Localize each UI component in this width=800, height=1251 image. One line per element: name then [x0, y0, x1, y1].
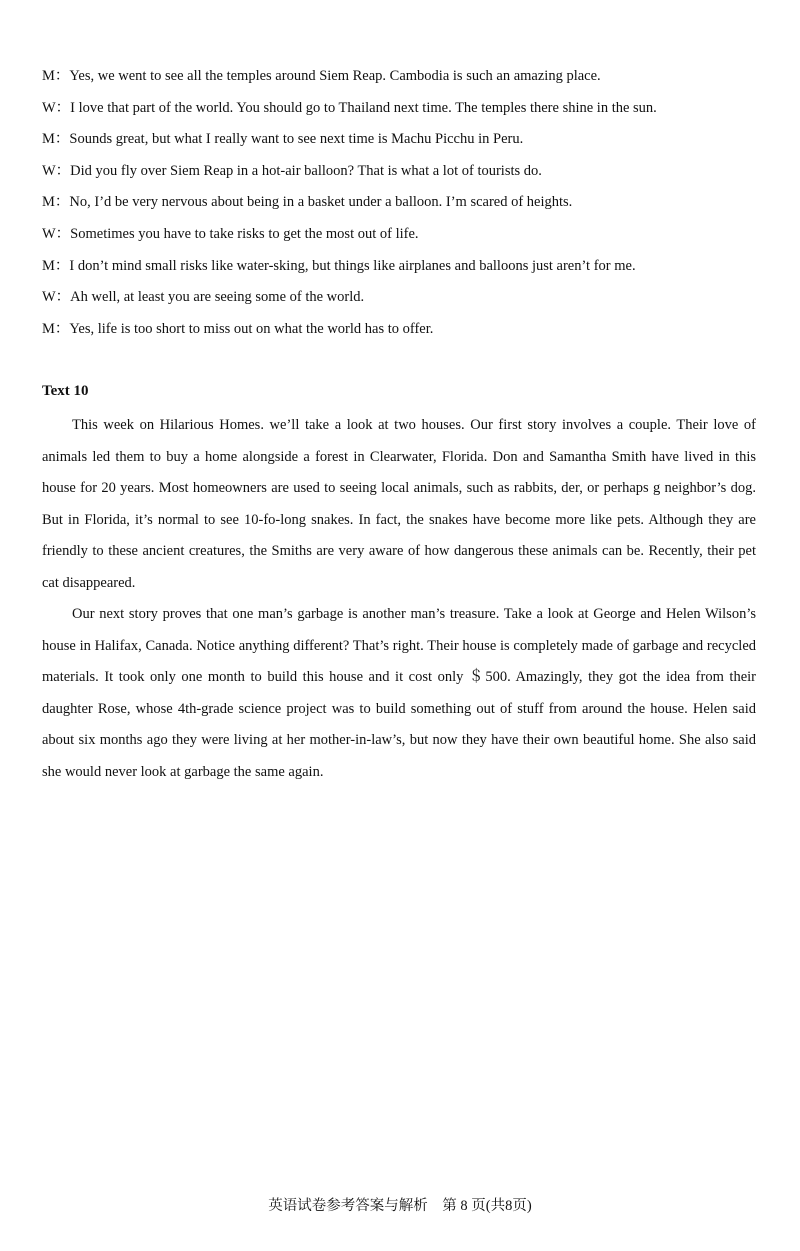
- paragraph: This week on Hilarious Homes. we’ll take a look at two houses. Our first story involves a couple. Their love of animals led them to buy a home alongside a forest in Clearwater, Florida. Don and Samantha Smith have lived in this house for 20 years. Most homeowners are used to seeing local animals, such as rabbits, der, or perhaps g neighbor’s dog. But in Florida, it’s normal to see 10-fo-long snakes. In fact, the snakes have become more like pets. Although they are friendly to these ancient creatures, the Smiths are very aware of how dangerous these animals can be. Recently, their pet cat disappeared.: [42, 417, 756, 591]
- dialogue-line: M：Yes, we went to see all the temples around Siem Reap. Cambodia is such an amazing place.: [42, 68, 601, 84]
- dialogue-line: M：I don’t mind small risks like water-sking, but things like airplanes and balloons just aren’t for me.: [42, 257, 636, 274]
- section-body: [42, 410, 756, 788]
- dialogue-line: M：Sounds great, but what I really want to see next time is Machu Picchu in Peru.: [42, 131, 524, 148]
- page-footer: 英语试卷参考答案与解析 第 8 页(共8页): [268, 1198, 532, 1214]
- dialogue-transcript: [42, 64, 762, 348]
- dialogue-line: M：No, I’d be very nervous about being in a basket under a balloon. I’m scared of heights.: [42, 194, 573, 211]
- dialogue-line: W：Ah well, at least you are seeing some of the world.: [42, 289, 365, 306]
- section-heading: Text 10: [42, 383, 89, 399]
- dialogue-line: W：I love that part of the world. You should go to Thailand next time. The temples there shine in the sun.: [42, 99, 657, 116]
- paragraph: Our next story proves that one man’s garbage is another man’s treasure. Take a look at George and Helen Wilson’s house in Halifax, Canada. Notice anything different? That’s right. Their house is completely made of garbage and recycled materials. It took only one month to build this house and it cost only ＄500. Amazingly, they got the idea from their daughter Rose, whose 4th-grade science project was to build something out of stuff from around the house. Helen said about six months ago they were living at her mother-in-law’s, but now they have their own beautiful home. She also said she would never look at garbage the same again.: [42, 606, 756, 780]
- dialogue-line: W：Did you fly over Siem Reap in a hot-air balloon? That is what a lot of tourists do.: [42, 162, 542, 179]
- dialogue-line: M：Yes, life is too short to miss out on what the world has to offer.: [42, 320, 434, 337]
- dialogue-line: W：Sometimes you have to take risks to get the most out of life.: [42, 225, 419, 242]
